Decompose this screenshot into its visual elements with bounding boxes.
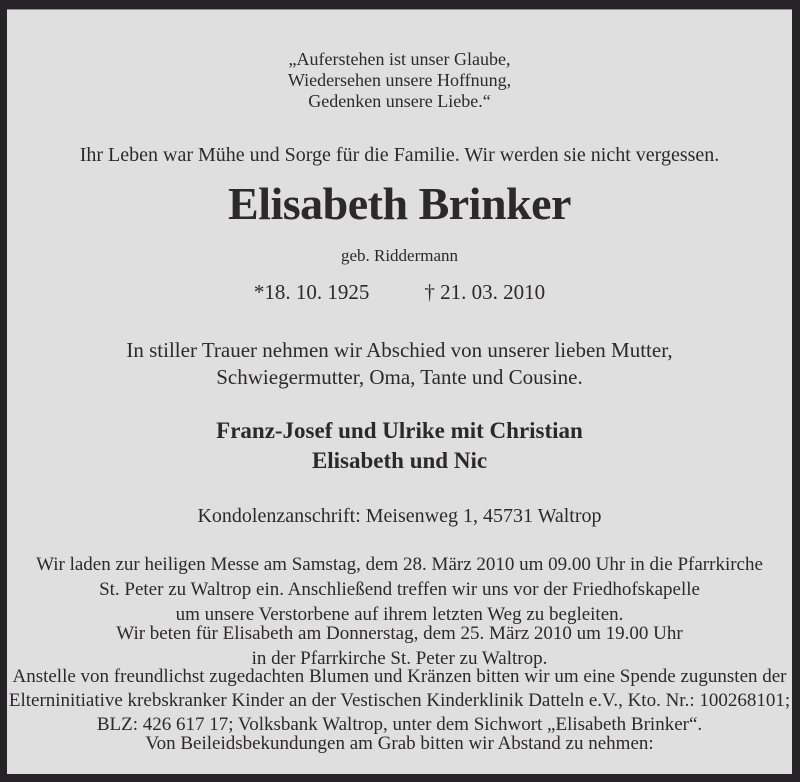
family-names <box>7 416 792 476</box>
condolence-address <box>7 504 792 528</box>
prayer-info <box>7 621 792 671</box>
obituary-notice <box>7 9 792 774</box>
maiden-name <box>7 246 792 266</box>
donation-request <box>7 665 792 737</box>
quote-line-3: Gedenken unsere Liebe.“ <box>308 91 491 111</box>
donation-line-3: BLZ: 426 617 17; Volksbank Waltrop, unter dem Sichwort „Elisabeth Brinker“. <box>96 714 703 735</box>
maiden-name-text: geb. Riddermann <box>340 246 459 265</box>
mourning-line-1: In stiller Trauer nehmen wir Abschied von unserer lieben Mutter, <box>126 338 673 362</box>
life-dates <box>7 280 792 304</box>
donation-line-1: Anstelle von freundlichst zugedachten Blumen und Kränzen bitten wir um eine Spende zugunsten der <box>12 666 787 687</box>
prayer-line-1: Wir beten für Elisabeth am Donnerstag, dem 25. März 2010 um 19.00 Uhr <box>116 623 683 644</box>
family-line-2: Elisabeth und Nic <box>311 448 488 473</box>
donation-line-2: Elterninitiative krebskranker Kinder an der Vestischen Kinderklinik Datteln e.V., Kto. Nr.: 100268101; <box>8 690 791 711</box>
service-line-3: um unsere Verstorbene auf ihrem letzten Weg zu begleiten. <box>175 604 624 625</box>
deceased-name-text: Elisabeth Brinker <box>228 178 571 229</box>
service-line-1: Wir laden zur heiligen Messe am Samstag, dem 28. März 2010 um 09.00 Uhr in die Pfarrkirche <box>36 554 763 575</box>
service-line-2: St. Peter zu Waltrop ein. Anschließend treffen wir uns vor der Friedhofskapelle <box>99 579 700 600</box>
epitaph-line <box>7 143 792 167</box>
closing-note <box>7 732 792 756</box>
opening-quote <box>7 49 792 112</box>
deceased-name <box>7 178 792 230</box>
quote-line-2: Wiedersehen unsere Hoffnung, <box>287 70 512 90</box>
mourning-line-2: Schwiegermutter, Oma, Tante und Cousine. <box>216 365 583 389</box>
epitaph-text: Ihr Leben war Mühe und Sorge für die Familie. Wir werden sie nicht vergessen. <box>79 144 720 166</box>
death-date: † 21. 03. 2010 <box>424 280 546 304</box>
quote-line-1: „Auferstehen ist unser Glaube, <box>288 49 511 69</box>
closing-note-text: Von Beileidsbekundungen am Grab bitten wir Abstand zu nehmen: <box>145 733 654 754</box>
birth-date: *18. 10. 1925 <box>253 280 370 304</box>
prayer-line-2: in der Pfarrkirche St. Peter zu Waltrop. <box>251 648 548 669</box>
mourning-statement <box>7 337 792 391</box>
funeral-service-info <box>7 552 792 627</box>
condolence-address-text: Kondolenzanschrift: Meisenweg 1, 45731 Waltrop <box>197 505 602 527</box>
family-line-1: Franz-Josef und Ulrike mit Christian <box>216 418 583 443</box>
